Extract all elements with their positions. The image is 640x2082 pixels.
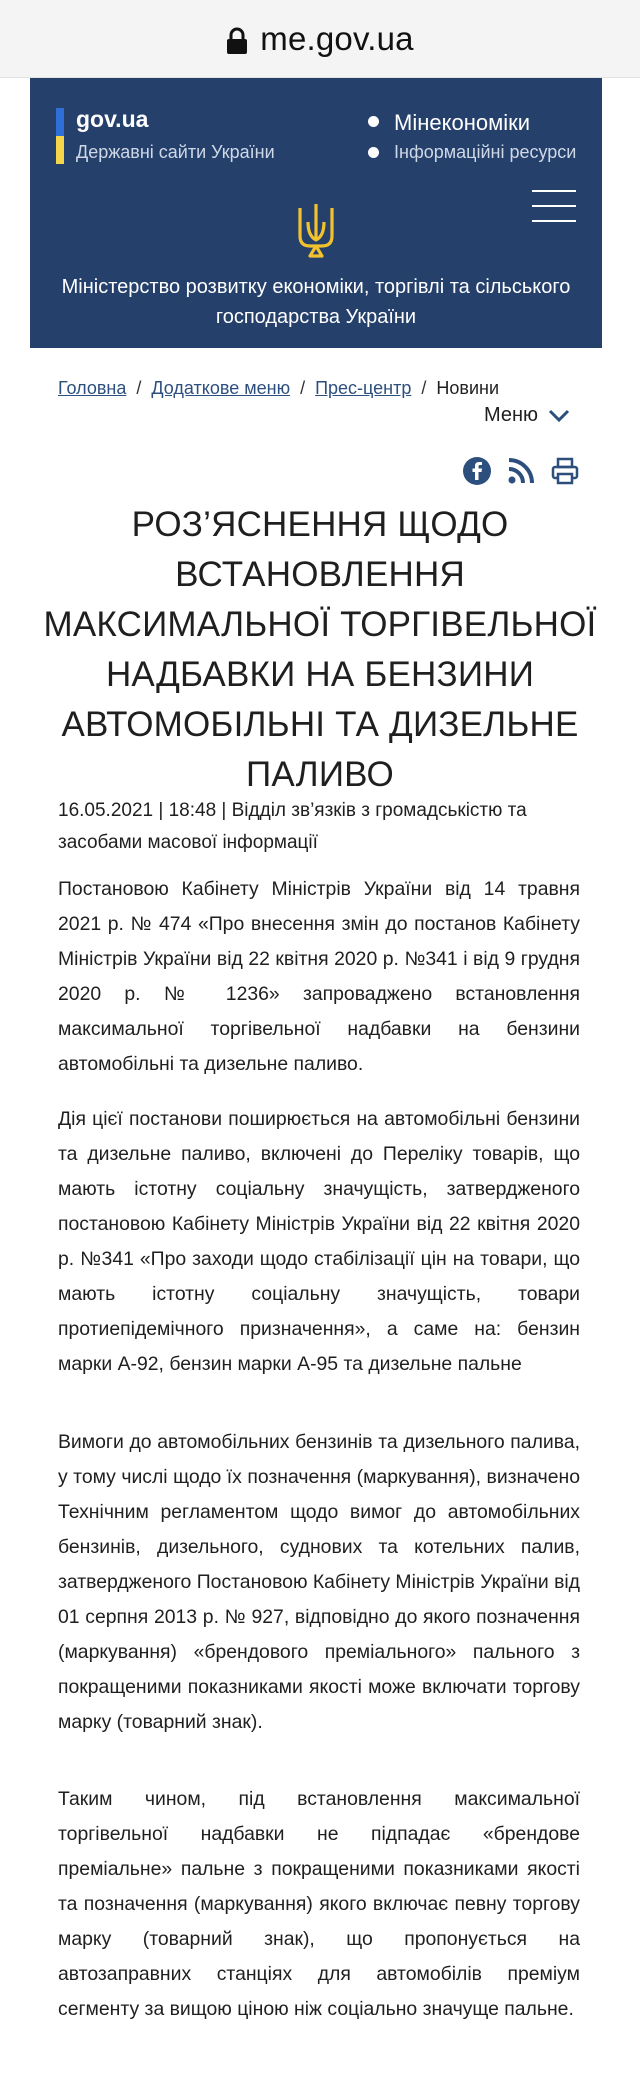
breadcrumb-additional-menu[interactable]: Додаткове меню bbox=[151, 378, 291, 398]
trident-icon bbox=[296, 200, 336, 260]
share-toolbar bbox=[462, 456, 580, 486]
url-text: me.gov.ua bbox=[260, 19, 414, 57]
breadcrumb-press-center[interactable]: Прес-центр bbox=[315, 378, 412, 398]
ukraine-flag-icon bbox=[56, 108, 64, 164]
breadcrumb-current: Новини bbox=[436, 378, 499, 398]
browser-url-bar[interactable] bbox=[0, 0, 640, 78]
article-paragraph-1: Постановою Кабінету Міністрів України від 14 травня 2021 р. № 474 «Про внесення змін до постанов Кабінету Міністрів України від 22 квітня 2020 р. №341 і від 9 грудня 2020 р. № 1236» запроваджено встановлення максимальної торгівельної надбавки на бензини автомобільні та дизельне паливо. bbox=[58, 878, 580, 1075]
article-meta: 16.05.2021 | 18:48 | Відділ зв’язків з громадськістю та засобами масової інформації bbox=[58, 800, 527, 853]
article-paragraph-3: Вимоги до автомобільних бензинів та дизельного палива, у тому числі щодо їх позначення (маркування), визначено Технічним регламентом щодо вимог до автомобільних бензинів, дизельного, суднових та котельних палив, затвердженого Постановою Кабінету Міністрів України від 01 серпня 2013 р. № 927, відповідно до якого позначення (маркування) «брендового преміального» пального з покращеними показниками якості може включати торгову марку (товарний знак). bbox=[58, 1431, 580, 1733]
menu-label: Меню bbox=[484, 404, 539, 426]
ministry-short-name: Мінекономіки bbox=[394, 110, 531, 135]
rss-icon[interactable] bbox=[506, 456, 536, 486]
breadcrumb-home[interactable]: Головна bbox=[58, 378, 127, 398]
facebook-icon[interactable] bbox=[462, 456, 492, 486]
page-title: РОЗ’ЯСНЕННЯ ЩОДО ВСТАНОВЛЕННЯ МАКСИМАЛЬНОЇ ТОРГІВЕЛЬНОЇ НАДБАВКИ НА БЕНЗИНИ АВТОМОБІЛЬНІ ТА ДИЗЕЛЬНЕ ПАЛИВО bbox=[43, 505, 597, 794]
gov-ua-title: gov.ua bbox=[76, 106, 149, 132]
menu-toggle[interactable] bbox=[484, 404, 570, 427]
print-icon[interactable] bbox=[550, 456, 580, 486]
ministry-resources-label: Інформаційні ресурси bbox=[394, 142, 577, 162]
gov-ua-subtitle: Державні сайти України bbox=[76, 142, 275, 162]
dots-icon bbox=[368, 116, 380, 178]
site-header bbox=[30, 78, 602, 348]
chevron-down-icon bbox=[548, 409, 570, 423]
lock-icon bbox=[226, 27, 248, 55]
menu-icon[interactable] bbox=[532, 190, 576, 224]
breadcrumb: Головна / Додаткове меню / Прес-центр / Новини bbox=[58, 378, 499, 398]
ministry-full-name: Міністерство розвитку економіки, торгівлі та сільського господарства України bbox=[61, 276, 571, 328]
article-paragraph-4: Таким чином, під встановлення максимальної торгівельної надбавки не підпадає «брендове преміальне» пальне з покращеними показниками якості та позначення (маркування) якого включає певну торгову марку (товарний знак), що пропонується на автозаправних станціях для автомобілів преміум сегменту за вищою ціною ніж соціально значуще пальне. bbox=[58, 1788, 580, 2020]
article-paragraph-2: Дія цієї постанови поширюється на автомобільні бензини та дизельне паливо, включені до Переліку товарів, що мають істотну соціальну значущість, затвердженого постановою Кабінету Міністрів України від 22 квітня 2020 р. №341 «Про заходи щодо стабілізації цін на товари, що мають істотну соціальну значущість, товари протиепідемічного призначення», а саме на: бензин марки А-92, бензин марки А-95 та дизельне пальне bbox=[58, 1108, 580, 1375]
